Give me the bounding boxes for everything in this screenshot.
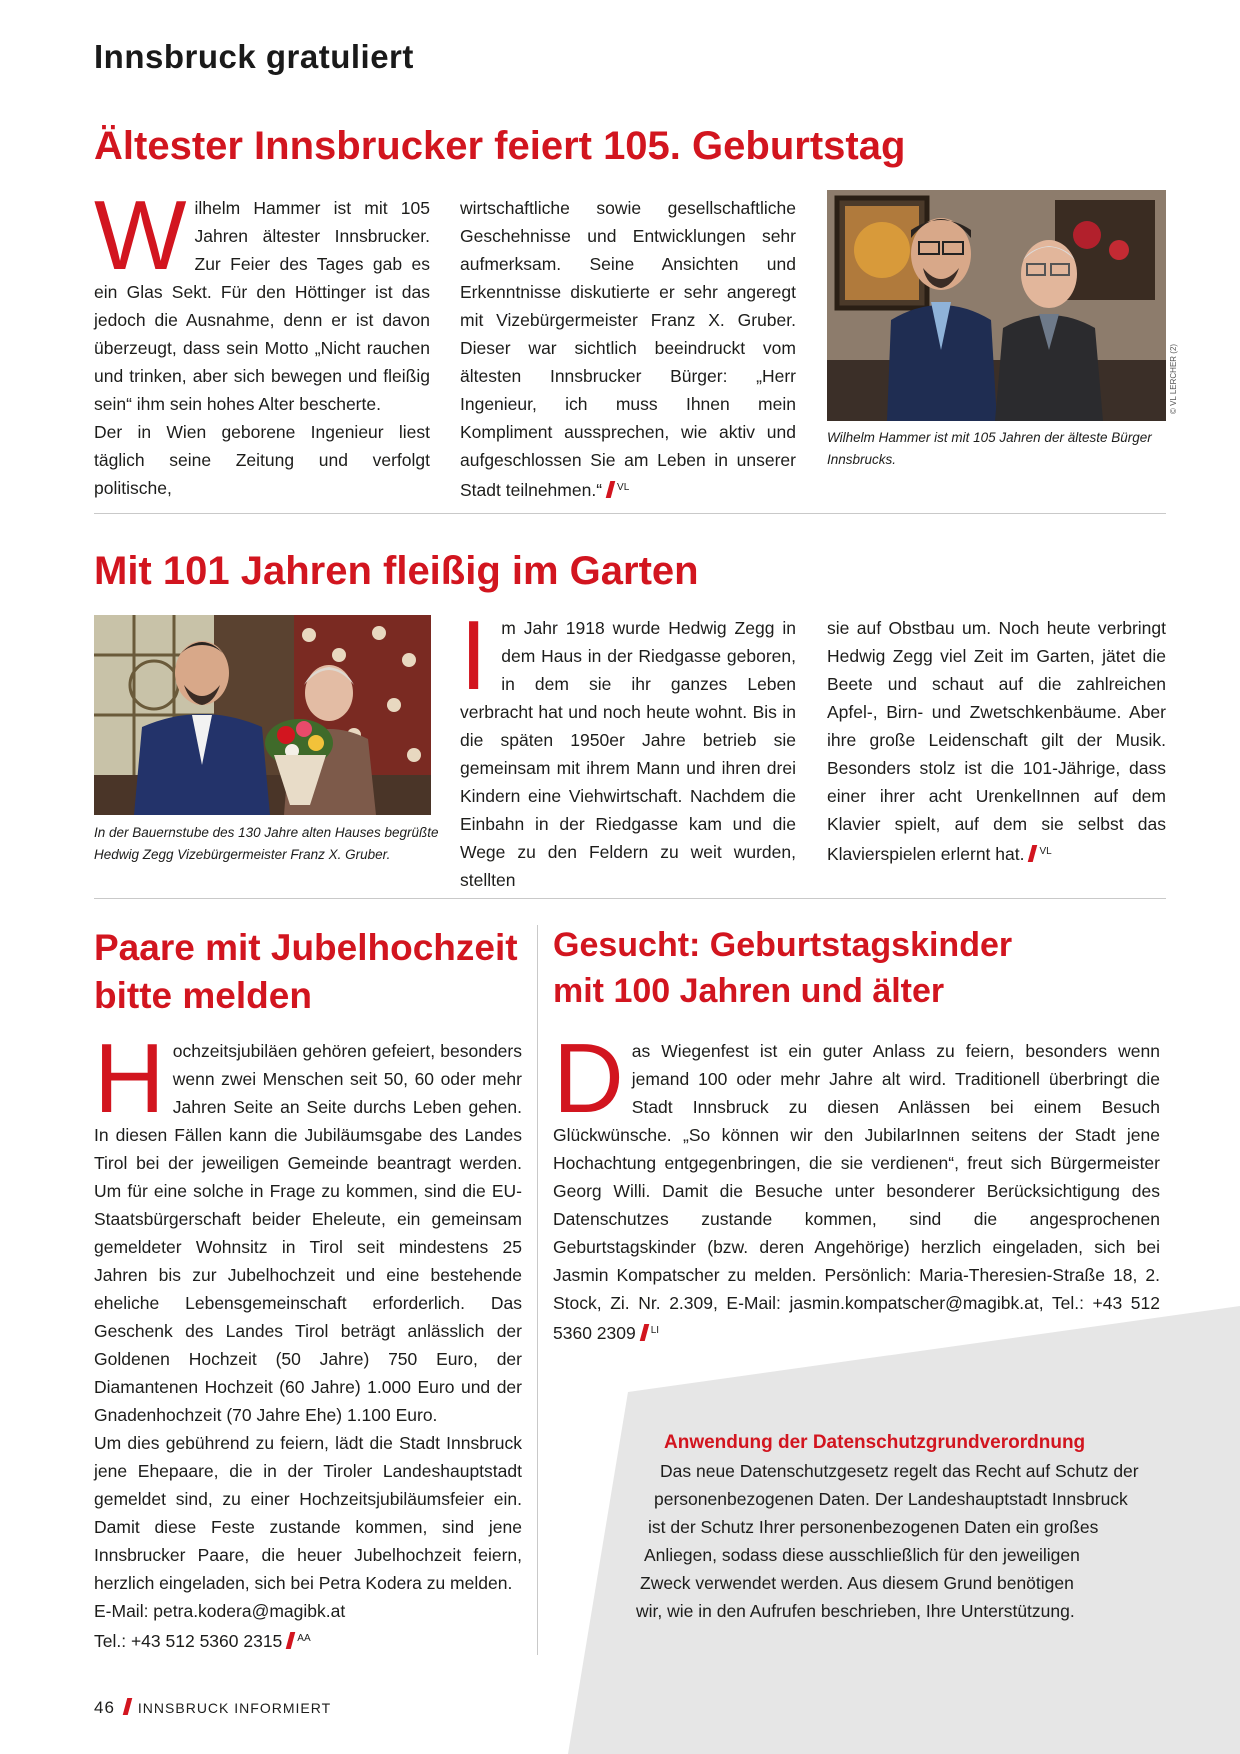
article4-dropcap: D (553, 1023, 624, 1133)
article4-headline-line1: Gesucht: Geburtstagskinder (553, 926, 1013, 964)
article3-para1: ochzeitsjubiläen gehören gefeiert, besonders wenn zwei Menschen seit 50, 60 oder mehr Jahren Seite an Seite durchs Leben gehen. In diesen Fällen kann die Jubiläumsgabe des Landes Tirol bei der jeweiligen Gemeinde beantragt werden. Um für eine solche in Frage zu kommen, sind die EU-Staatsbürgerschaft beider Eheleute, ein gemeinsam gemeldeter Wohnsitz in Tirol seit mindestens 25 Jahren bis zur Jubelhochzeit und eine bestehende eheliche Lebensgemeinschaft erforderlich. Das Geschenk des Landes Tirol beträgt anlässlich der Goldenen Hochzeit (50 Jahre) 750 Euro, der Diamantenen Hochzeit (60 Jahre) 1.000 Euro und der Gnadenhochzeit (70 Jahre Ehe) 1.100 Euro. (94, 1041, 522, 1425)
infobox-line: ist der Schutz Ihrer personenbezogenen Daten ein großes (648, 1517, 1099, 1537)
article1-caption: Wilhelm Hammer ist mit 105 Jahren der älteste Bürger Innsbrucks. (827, 430, 1152, 467)
article2-photo (94, 615, 431, 815)
article1-col2-text: wirtschaftliche sowie gesellschaftliche Geschehnisse und Entwicklungen sehr aufmerksam. Seine Ansichten und Erkenntnisse diskutierte er sehr angeregt mit Vizebürgermeister Franz X. Gruber. Dieser war sichtlich beeindruckt vom ältesten Innsbrucker Bürger: „Herr Ingenieur, ich muss Ihnen mein Kompliment aussprechen, wie aktiv und aufgeschlossen Sie am Leben in unserer Stadt teilnehmen.“ (460, 198, 796, 500)
article3-headline (94, 924, 534, 1020)
article1-headline: Ältester Innsbrucker feiert 105. Geburtstag (94, 124, 906, 168)
article1-dropcap: W (94, 180, 187, 290)
end-mark-icon (606, 481, 616, 498)
article2-col2-text: sie auf Obstbau um. Noch heute verbringt Hedwig Zegg viel Zeit im Garten, jätet die Beete und schaut auf die zahlreichen Apfel-, Birn- und Zwetschkenbäume. Aber ihre große Leidenschaft gilt der Musik. Besonders stolz ist die 101-Jährige, dass einer ihrer acht UrenkelInnen auf dem Klavier spielt, auf dem sie selbst das Klavierspielen erlernt hat. (827, 618, 1166, 864)
article3-body (94, 1023, 522, 1655)
photo-credit: © VL LERCHER (2) (1169, 343, 1178, 414)
article2-dropcap: I (460, 600, 488, 710)
section-title: Innsbruck gratuliert (94, 38, 414, 75)
infobox-line: Anliegen, sodass diese ausschließlich für den jeweiligen (644, 1545, 1080, 1565)
article2-signature: VL (1039, 846, 1052, 857)
article3-headline-line1: Paare mit Jubelhochzeit (94, 927, 518, 968)
article1-para2: Der in Wien geborene Ingenieur liest täglich seine Zeitung und verfolgt politische, (94, 422, 430, 498)
article1-col1 (94, 180, 430, 502)
article2-caption: In der Bauernstube des 130 Jahre alten Hauses begrüßte Hedwig Zegg Vizebürgermeister Franz X. Gruber. (94, 825, 439, 862)
article1-lead: ilhelm Hammer ist mit 105 Jahren ältester Innsbrucker. Zur Feier des Tages gab es ein Glas Sekt. Für den Höttinger ist das jedoch die Ausnahme, denn er ist davon überzeugt, dass sein Motto „Nicht rauchen und trinken, aber sich bewegen und fleißig sein“ ihm sein hohes Alter bescherte. (94, 198, 430, 414)
article3-email: E-Mail: petra.kodera@magibk.at (94, 1601, 346, 1621)
infobox-line: Das neue Datenschutzgesetz regelt das Recht auf Schutz der (660, 1461, 1139, 1481)
column-divider (537, 925, 538, 1655)
article4-body (553, 1023, 1160, 1347)
article2-col2 (827, 614, 1166, 868)
article1-signature: VL (617, 482, 630, 493)
article3-headline-line2: bitte melden (94, 975, 312, 1016)
publication-name: INNSBRUCK INFORMIERT (137, 1700, 332, 1716)
divider (94, 513, 1166, 514)
article4-text: as Wiegenfest ist ein guter Anlass zu feiern, besonders wenn jemand 100 oder mehr Jahre alt wird. Traditionell überbringt die Stadt Innsbruck zu diesen Anlässen bei einem Besuch Glückwünsche. „So können wir den JubilarInnen seitens der Stadt jene Hochachtung entgegenbringen, die sie verdienen“, freut sich Bürgermeister Georg Willi. Damit die Besuche unter besonderer Berücksichtigung des Datenschutzes zustande kommen, sind die angesprochenen Geburtstagskinder (bzw. deren Angehörige) herzlich eingeladen, sich bei Jasmin Kompatscher zu melden. Persönlich: Maria-Theresien-Straße 18, 2. Stock, Zi. Nr. 2.309, E-Mail: jasmin.kompatscher@magibk.at, Tel.: +43 512 5360 2309 (553, 1041, 1160, 1343)
article3-signature: AA (297, 1633, 311, 1644)
infobox-title: Anwendung der Datenschutzgrundverordnung (664, 1432, 1086, 1453)
article4-headline (553, 922, 1173, 1014)
article1-photo (827, 190, 1166, 421)
article3-phone: Tel.: +43 512 5360 2315 (94, 1631, 283, 1651)
article2-col1-text: m Jahr 1918 wurde Hedwig Zegg in dem Haus in der Riedgasse geboren, in dem sie ihr ganzes Leben verbracht hat und noch heute wohnt. Bis in die späten 1950er Jahre betrieb sie gemeinsam mit ihrem Mann und ihren drei Kindern eine Viehwirtschaft. Nachdem die Einbahn in der Riedgasse kam und die Wege zu den Feldern zu weit wurden, stellten (460, 618, 796, 890)
end-mark-icon (286, 1632, 296, 1649)
privacy-infobox (628, 1429, 1188, 1625)
footer-slash-icon (123, 1698, 133, 1715)
footer (94, 1698, 331, 1718)
article4-signature: LI (650, 1325, 660, 1336)
article3-dropcap: H (94, 1023, 165, 1133)
article2-headline: Mit 101 Jahren fleißig im Garten (94, 549, 699, 593)
end-mark-icon (639, 1324, 649, 1341)
article2-col1 (460, 600, 796, 894)
infobox-line: wir, wie in den Aufrufen beschrieben, Ihre Unterstützung. (636, 1601, 1075, 1621)
page-number: 46 (94, 1698, 115, 1717)
infobox-line: Zweck verwendet werden. Aus diesem Grund benötigen (640, 1573, 1074, 1593)
article1-col2 (460, 194, 796, 504)
infobox-line: personenbezogenen Daten. Der Landeshauptstadt Innsbruck (654, 1489, 1128, 1509)
end-mark-icon (1028, 845, 1038, 862)
article4-headline-line2: mit 100 Jahren und älter (553, 972, 945, 1010)
article3-para2: Um dies gebührend zu feiern, lädt die Stadt Innsbruck jene Ehepaare, die in der Tiroler Landeshauptstadt gemeldet sind, zu einer Hochzeitsjubiläumsfeier ein. Damit diese Feste zustande kommen, sind jene Innsbrucker Paare, die heuer Jubelhochzeit feiern, herzlich eingeladen, sich bei Petra Kodera zu melden. (94, 1433, 522, 1593)
divider (94, 898, 1166, 899)
